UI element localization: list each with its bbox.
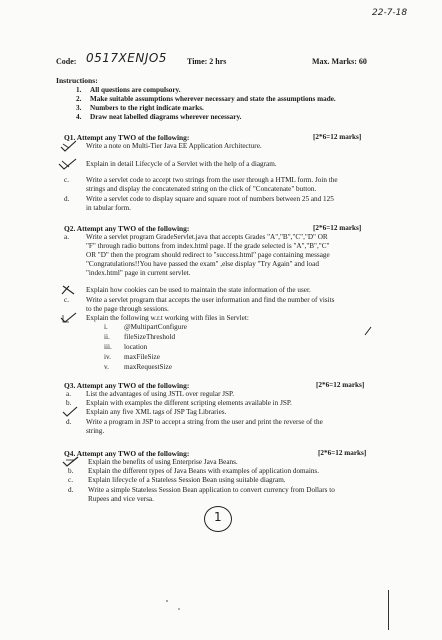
sub-num: i. bbox=[104, 323, 108, 331]
q1-c-line2: strings and display the concatenated string on the click of "Concatenate" button. bbox=[86, 185, 317, 193]
q1-c-label: c. bbox=[64, 176, 69, 184]
instruction-text: Draw neat labelled diagrams wherever necessary. bbox=[90, 113, 242, 121]
handwritten-tick-icon bbox=[62, 406, 78, 417]
sub-text: @MultipartConfigure bbox=[124, 323, 187, 331]
handwritten-tick-icon bbox=[60, 140, 78, 152]
sub-num: ii. bbox=[104, 333, 110, 341]
q3-a-label: a. bbox=[66, 390, 71, 398]
q3-heading: Q3. Attempt any TWO of the following: bbox=[64, 381, 190, 390]
handwritten-cross-icon bbox=[60, 284, 76, 296]
q3-a-text: List the advantages of using JSTL over regular JSP. bbox=[86, 390, 235, 398]
scan-dot bbox=[166, 600, 168, 602]
q4-c-label: c. bbox=[68, 476, 73, 484]
q2-d-text: Explain the following w.r.t working with files in Servlet: bbox=[86, 314, 249, 322]
handwritten-date: 22-7-18 bbox=[372, 8, 408, 18]
instruction-num: 1. bbox=[76, 86, 82, 94]
q4-b-text: Explain the different types of Java Beans with examples of application domains. bbox=[88, 467, 320, 475]
sub-num: iv. bbox=[104, 353, 111, 361]
handwritten-tick-icon bbox=[62, 456, 80, 467]
q4-d-label: d. bbox=[68, 486, 74, 494]
code-label: Code: bbox=[56, 57, 77, 66]
q3-d-line2: string. bbox=[86, 427, 105, 435]
scan-mark bbox=[388, 590, 389, 630]
q2-c-label: c. bbox=[64, 296, 69, 304]
q3-c-text: Explain any five XML tags of JSP Tag Libraries. bbox=[86, 408, 227, 416]
q1-d-line1: Write a servlet code to display square and square root of numbers between 25 and 125 bbox=[86, 195, 334, 203]
q4-marks: [2*6=12 marks] bbox=[318, 449, 367, 457]
page-number: 1 bbox=[214, 510, 222, 524]
instructions-title: Instructions: bbox=[56, 76, 98, 85]
q3-d-line1: Write a program in JSP to accept a string from the user and print the reverse of the bbox=[86, 418, 323, 426]
instruction-num: 2. bbox=[76, 95, 82, 103]
sub-text: location bbox=[124, 343, 148, 351]
q2-a-line5: "index.html" page in current servlet. bbox=[86, 269, 191, 277]
q2-heading: Q2. Attempt any TWO of the following: bbox=[64, 224, 190, 233]
instruction-num: 4. bbox=[76, 113, 82, 121]
q2-a-line3: OR "D" then the program should redirect to "success.html" page containing message bbox=[86, 251, 330, 259]
q1-b-text: Explain in detail Lifecycle of a Servlet with the help of a diagram. bbox=[86, 160, 277, 168]
sub-num: iii. bbox=[104, 343, 112, 351]
q1-marks: [2*6=12 marks] bbox=[313, 133, 362, 141]
q2-a-line2: "F" through radio buttons from index.html page. If the grade selected is "A","B","C" bbox=[86, 242, 330, 250]
q4-heading: Q4. Attempt any TWO of the following: bbox=[64, 449, 190, 458]
q4-d-line1: Write a simple Stateless Session Bean application to convert currency from Dollars to bbox=[88, 486, 335, 494]
q4-d-line2: Rupees and vice versa. bbox=[88, 495, 154, 503]
q2-marks: [2*6=12 marks] bbox=[313, 224, 362, 232]
handwritten-code: 0517XENJO5 bbox=[86, 51, 167, 65]
q4-a-text: Explain the benefits of using Enterprise Java Beans. bbox=[88, 458, 238, 466]
q3-b-label: b. bbox=[66, 399, 72, 407]
handwritten-tick-icon bbox=[60, 312, 78, 324]
q3-d-label: d. bbox=[66, 418, 72, 426]
q1-a-text: Write a note on Multi-Tier Java EE Application Architecture. bbox=[86, 142, 262, 150]
sub-text: maxRequestSize bbox=[124, 363, 172, 371]
instruction-text: Make suitable assumptions wherever necessary and state the assumptions made. bbox=[90, 95, 336, 103]
q1-c-line1: Write a servlet code to accept two strings from the user through a HTML form. Join the bbox=[86, 176, 338, 184]
q2-a-line4: "Congratulations!!You have passed the exam" ,else display "Try Again" and load bbox=[86, 260, 319, 268]
q2-c-line2: to the page through sessions. bbox=[86, 305, 169, 313]
q2-a-line1: Write a servlet program GradeServlet.java that accepts Grades "A","B","C","D" OR bbox=[86, 233, 328, 241]
max-marks-label: Max. Marks: 60 bbox=[312, 57, 367, 66]
q1-d-line2: in tabular form. bbox=[86, 204, 131, 212]
sub-num: v. bbox=[104, 363, 109, 371]
scan-dot bbox=[178, 608, 180, 610]
q2-b-text: Explain how cookies can be used to maintain the state information of the user. bbox=[86, 286, 311, 294]
handwritten-slash-icon bbox=[364, 326, 372, 336]
handwritten-tick-icon bbox=[58, 158, 78, 170]
sub-text: fileSizeThreshold bbox=[124, 333, 176, 341]
time-label: Time: 2 hrs bbox=[187, 57, 227, 66]
instruction-text: All questions are compulsory. bbox=[90, 86, 181, 94]
instruction-text: Numbers to the right indicate marks. bbox=[90, 104, 204, 112]
q1-d-label: d. bbox=[64, 195, 70, 203]
q3-b-text: Explain with examples the different scripting elements available in JSP. bbox=[86, 399, 292, 407]
sub-text: maxFileSize bbox=[124, 353, 160, 361]
q1-heading: Q1. Attempt any TWO of the following: bbox=[64, 133, 190, 142]
q2-c-line1: Write a servlet program that accepts the user information and find the number of visits bbox=[86, 296, 335, 304]
q3-marks: [2*6=12 marks] bbox=[316, 381, 365, 389]
q4-b-label: b. bbox=[68, 467, 74, 475]
instruction-num: 3. bbox=[76, 104, 82, 112]
q4-c-text: Explain lifecycle of a Stateless Session Bean using suitable diagram. bbox=[88, 476, 286, 484]
q2-a-label: a. bbox=[64, 233, 69, 241]
